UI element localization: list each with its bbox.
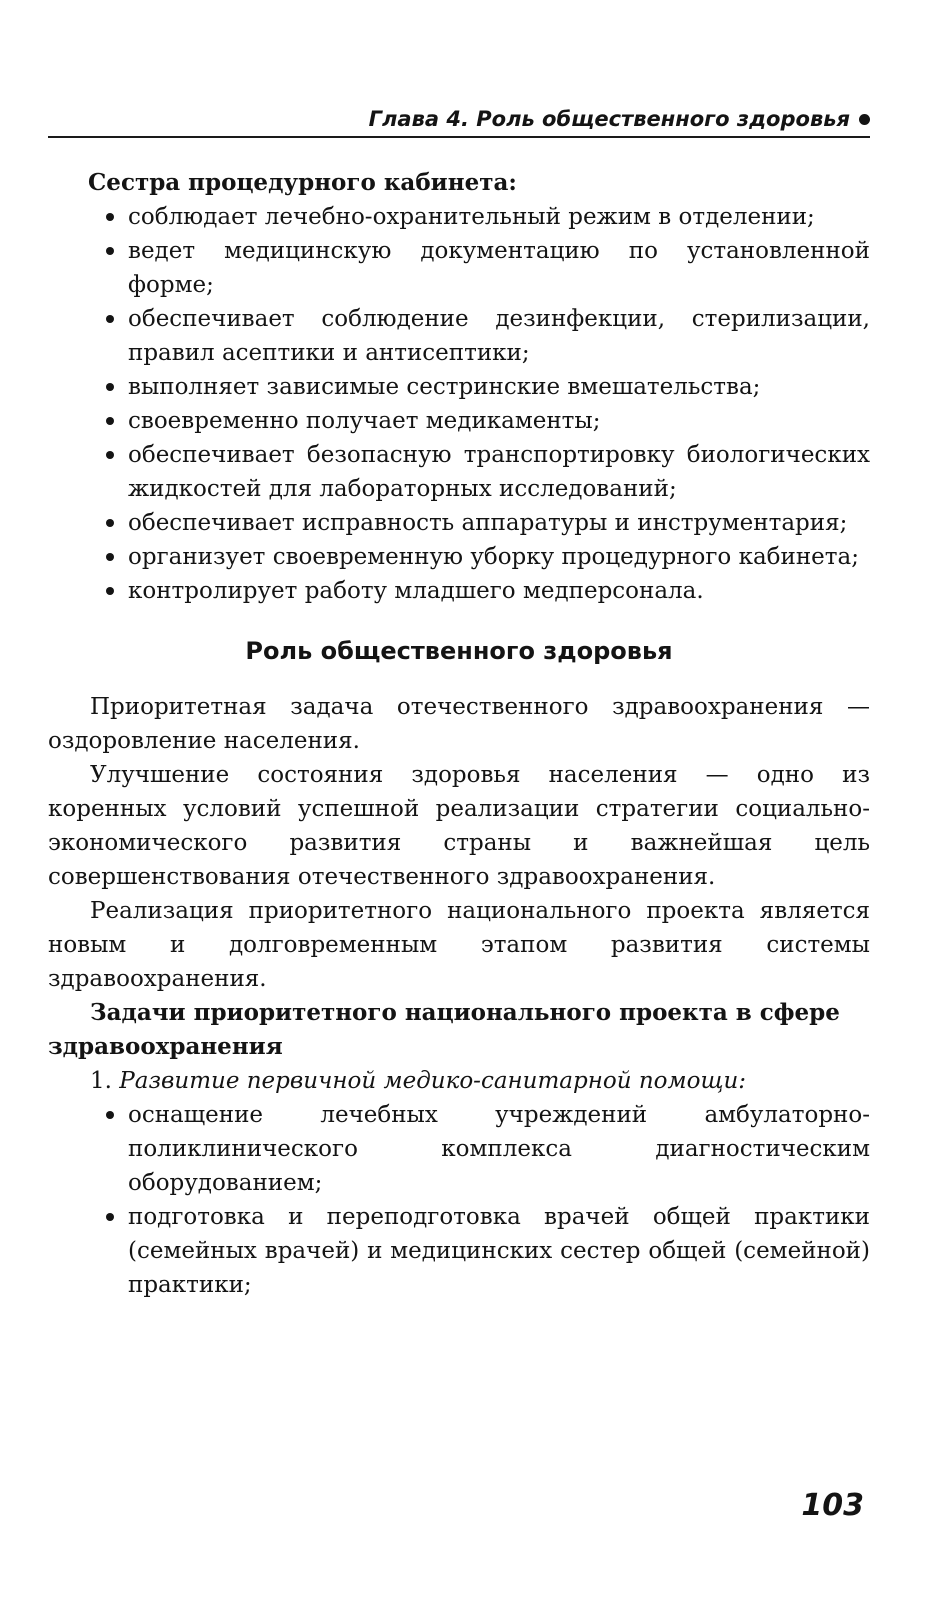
list-item: оснащение лечебных учреждений амбулаторно-поликлинического комплекса диагностическим оборудованием;: [128, 1098, 870, 1200]
paragraph: Приоритетная задача отечественного здравоохранения — оздоровление населения.: [48, 694, 870, 754]
page-content: [48, 166, 870, 1302]
list-item: контролирует работу младшего медперсонала.: [128, 574, 870, 608]
list-item: обеспечивает безопасную транспортировку биологических жидкостей для лабораторных исследований;: [128, 438, 870, 506]
list-item: ведет медицинскую документацию по установленной форме;: [128, 234, 870, 302]
list-item: подготовка и переподготовка врачей общей практики (семейных врачей) и медицинских сестер общей (семейной) практики;: [128, 1200, 870, 1302]
task-number: 1.: [90, 1068, 112, 1094]
list-item: обеспечивает исправность аппаратуры и инструментария;: [128, 506, 870, 540]
tasks-heading: Задачи приоритетного национального проекта в сфере здравоохранения: [48, 999, 840, 1060]
section-title: Роль общественного здоровья: [245, 637, 673, 665]
nurse-duties-list: [48, 200, 870, 608]
list-item: обеспечивает соблюдение дезинфекции, стерилизации, правил асептики и антисептики;: [128, 302, 870, 370]
task-title: Развитие первичной медико-санитарной помощи:: [119, 1068, 747, 1094]
running-head-text: Глава 4. Роль общественного здоровья: [368, 107, 850, 131]
task-1-heading: [90, 1064, 870, 1098]
paragraph: Улучшение состояния здоровья населения — одно из коренных условий успешной реализации стратегии социально-экономического развития страны и важнейшая цель совершенствования отечественного здравоохранения.: [48, 762, 870, 890]
list-item: организует своевременную уборку процедурного кабинета;: [128, 540, 870, 574]
list-item: своевременно получает медикаменты;: [128, 404, 870, 438]
task-1-list: [48, 1098, 870, 1302]
running-head: [48, 106, 870, 138]
bullet-icon: [859, 114, 870, 125]
list-item: выполняет зависимые сестринские вмешательства;: [128, 370, 870, 404]
page-number: 103: [801, 1488, 864, 1523]
list-item: соблюдает лечебно-охранительный режим в отделении;: [128, 200, 870, 234]
paragraph: Реализация приоритетного национального проекта является новым и долговременным этапом развития системы здравоохранения.: [48, 898, 870, 992]
intro-heading: Сестра процедурного кабинета:: [88, 169, 517, 196]
